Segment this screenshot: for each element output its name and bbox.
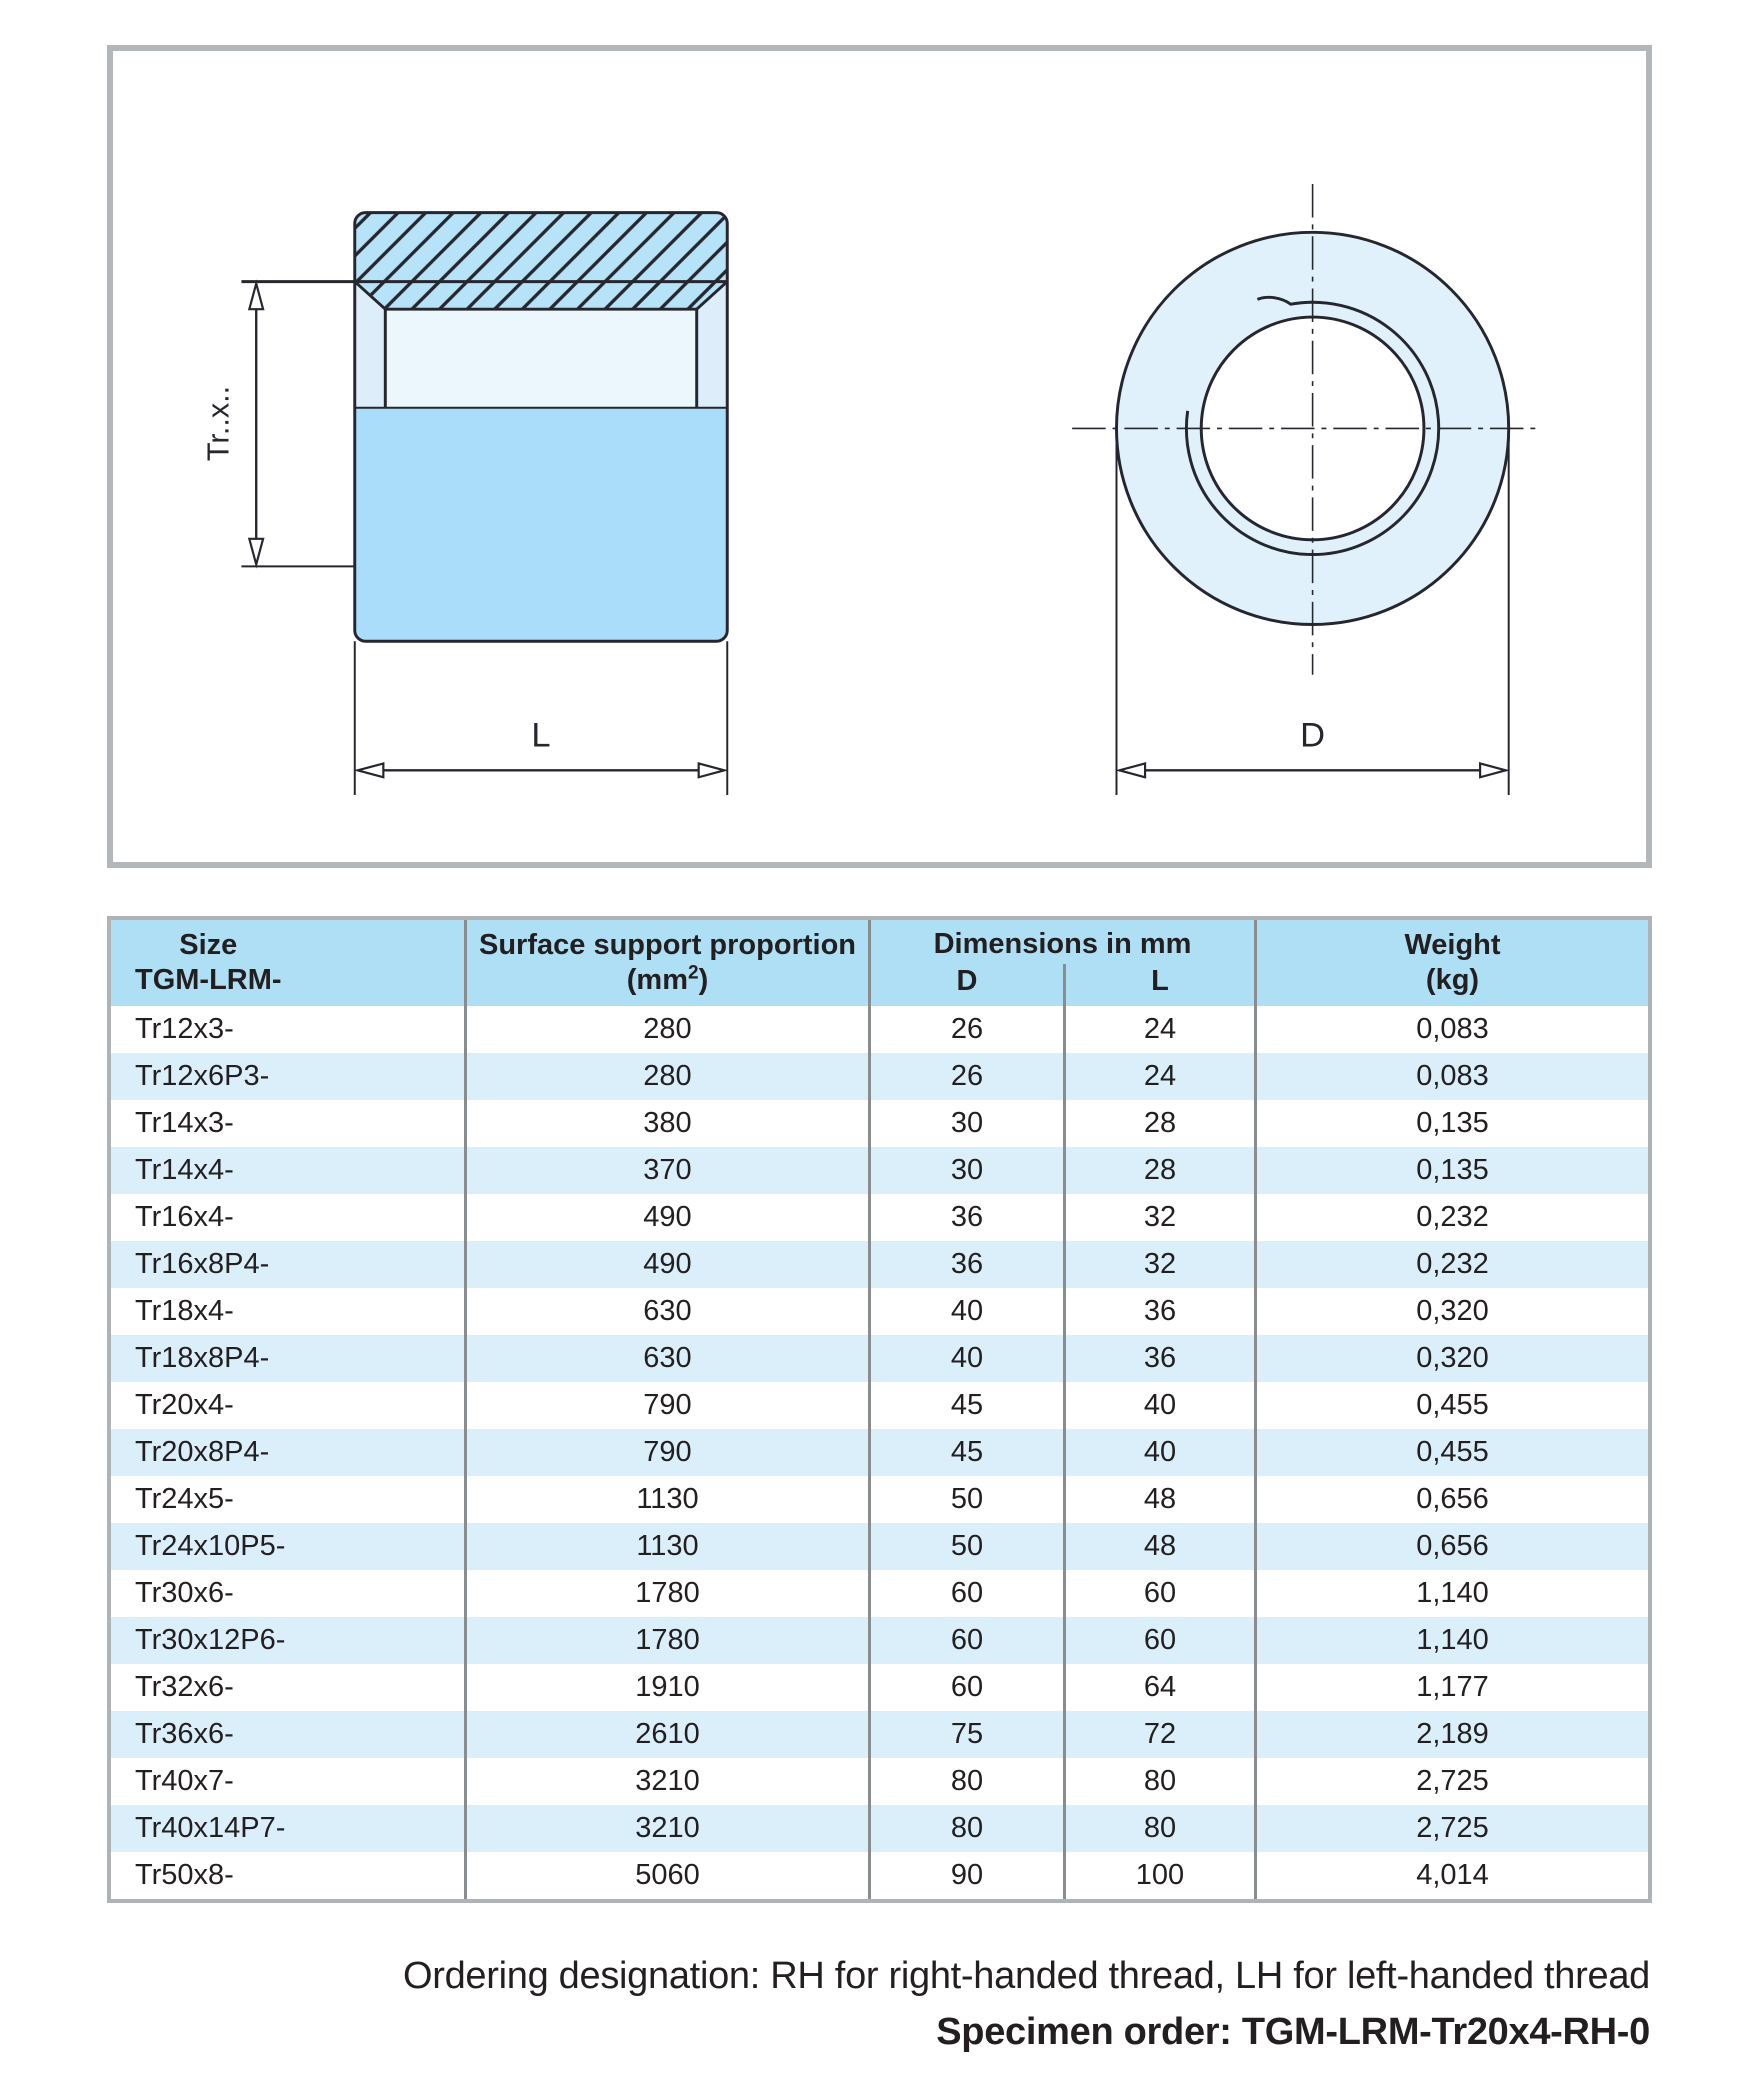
header-surface-unit: $(mm^2)$: [626, 962, 709, 996]
size-cell: Tr12x6P3-: [135, 1060, 270, 1093]
table-body: [111, 1006, 1648, 1899]
surface-cell: 630: [464, 1335, 868, 1382]
size-cell: Tr50x8-: [135, 1859, 234, 1892]
table-row: [111, 1852, 1648, 1899]
table-row: [111, 1429, 1648, 1476]
thread-bore: [385, 309, 696, 408]
l-cell: 36: [1063, 1288, 1254, 1335]
surface-cell: 1780: [464, 1617, 868, 1664]
weight-cell: 0,232: [1254, 1241, 1648, 1288]
header-surface-line1: Surface support proportion: [479, 929, 856, 962]
weight-cell: 1,177: [1254, 1664, 1648, 1711]
side-section-view: [202, 213, 728, 795]
table-row: [111, 1570, 1648, 1617]
size-cell: Tr16x4-: [135, 1201, 234, 1234]
d-cell: 36: [868, 1241, 1063, 1288]
size-cell: Tr20x4-: [135, 1389, 234, 1422]
thread-dimension: [202, 284, 263, 565]
weight-cell: 0,135: [1254, 1100, 1648, 1147]
d-cell: 80: [868, 1758, 1063, 1805]
size-cell: Tr30x12P6-: [135, 1624, 286, 1657]
weight-cell: 0,135: [1254, 1147, 1648, 1194]
header-surface: [464, 920, 868, 1006]
table-row: [111, 1805, 1648, 1852]
size-cell: Tr40x14P7-: [135, 1812, 286, 1845]
d-cell: 30: [868, 1100, 1063, 1147]
l-cell: 24: [1063, 1006, 1254, 1053]
spec-table: [107, 916, 1652, 1903]
l-cell: 24: [1063, 1053, 1254, 1100]
l-cell: 60: [1063, 1617, 1254, 1664]
surface-cell: 380: [464, 1100, 868, 1147]
table-row: [111, 1758, 1648, 1805]
size-cell: Tr18x8P4-: [135, 1342, 270, 1375]
surface-cell: 1130: [464, 1476, 868, 1523]
d-cell: 60: [868, 1617, 1063, 1664]
d-cell: 60: [868, 1664, 1063, 1711]
weight-cell: 0,320: [1254, 1288, 1648, 1335]
weight-cell: 2,725: [1254, 1758, 1648, 1805]
arrow-right-icon: [1480, 763, 1506, 777]
d-cell: 30: [868, 1147, 1063, 1194]
l-cell: 100: [1063, 1852, 1254, 1899]
table-row: [111, 1711, 1648, 1758]
l-cell: 40: [1063, 1382, 1254, 1429]
size-cell: Tr12x3-: [135, 1013, 234, 1046]
l-cell: 64: [1063, 1664, 1254, 1711]
weight-cell: 2,725: [1254, 1805, 1648, 1852]
surface-cell: 3210: [464, 1805, 868, 1852]
ordering-designation-note: Ordering designation: RH for right-handed thread, LH for left-handed thread: [402, 1955, 1650, 1997]
size-cell: Tr24x5-: [135, 1483, 234, 1516]
l-cell: 48: [1063, 1523, 1254, 1570]
weight-cell: 0,232: [1254, 1194, 1648, 1241]
d-cell: 90: [868, 1852, 1063, 1899]
surface-cell: 1910: [464, 1664, 868, 1711]
nut-technical-drawing: [113, 51, 1646, 862]
arrow-down-icon: [249, 539, 263, 565]
size-cell: Tr18x4-: [135, 1295, 234, 1328]
d-cell: 50: [868, 1476, 1063, 1523]
weight-cell: 1,140: [1254, 1570, 1648, 1617]
l-cell: 80: [1063, 1805, 1254, 1852]
front-view: [1072, 184, 1539, 795]
l-cell: 32: [1063, 1241, 1254, 1288]
surface-cell: 790: [464, 1382, 868, 1429]
surface-cell: 2610: [464, 1711, 868, 1758]
l-cell: 60: [1063, 1570, 1254, 1617]
weight-cell: 0,656: [1254, 1523, 1648, 1570]
surface-cell: 280: [464, 1053, 868, 1100]
d-cell: 26: [868, 1006, 1063, 1053]
d-cell: 26: [868, 1053, 1063, 1100]
header-col-l: L: [1063, 964, 1254, 1006]
weight-cell: 0,083: [1254, 1006, 1648, 1053]
section-hatch: [355, 213, 727, 310]
table-row: [111, 1335, 1648, 1382]
table-row: [111, 1006, 1648, 1053]
table-row: [111, 1664, 1648, 1711]
table-row: [111, 1617, 1648, 1664]
arrow-up-icon: [249, 284, 263, 310]
table-row: [111, 1100, 1648, 1147]
size-cell: Tr36x6-: [135, 1718, 234, 1751]
weight-cell: 0,455: [1254, 1429, 1648, 1476]
surface-cell: 1780: [464, 1570, 868, 1617]
header-size-line1: Size: [179, 929, 238, 962]
table-header: [111, 920, 1648, 1006]
l-cell: 80: [1063, 1758, 1254, 1805]
weight-cell: 1,140: [1254, 1617, 1648, 1664]
size-cell: Tr14x4-: [135, 1154, 234, 1187]
surface-cell: 790: [464, 1429, 868, 1476]
l-cell: 28: [1063, 1147, 1254, 1194]
surface-cell: 630: [464, 1288, 868, 1335]
d-cell: 60: [868, 1570, 1063, 1617]
length-label: L: [531, 716, 551, 755]
l-cell: 36: [1063, 1335, 1254, 1382]
surface-cell: 490: [464, 1241, 868, 1288]
ordering-notes: [403, 1948, 1650, 2060]
weight-cell: 4,014: [1254, 1852, 1648, 1899]
weight-cell: 0,320: [1254, 1335, 1648, 1382]
table-row: [111, 1382, 1648, 1429]
diameter-label: D: [1300, 716, 1326, 755]
thread-size-label: Tr..x..: [201, 385, 236, 462]
header-size-line2: TGM-LRM-: [135, 964, 282, 996]
drawing-panel: [107, 45, 1652, 868]
header-dimensions: Dimensions in mm: [868, 920, 1254, 964]
table-row: [111, 1053, 1648, 1100]
size-cell: Tr40x7-: [135, 1765, 234, 1798]
d-cell: 36: [868, 1194, 1063, 1241]
surface-cell: 490: [464, 1194, 868, 1241]
weight-cell: 2,189: [1254, 1711, 1648, 1758]
header-weight-line1: Weight: [1404, 929, 1501, 962]
header-weight-line2: (kg): [1425, 964, 1480, 996]
arrow-left-icon: [358, 763, 384, 777]
surface-cell: 5060: [464, 1852, 868, 1899]
size-cell: Tr32x6-: [135, 1671, 234, 1704]
table-row: [111, 1288, 1648, 1335]
surface-cell: 280: [464, 1006, 868, 1053]
l-cell: 40: [1063, 1429, 1254, 1476]
weight-cell: 0,656: [1254, 1476, 1648, 1523]
l-cell: 32: [1063, 1194, 1254, 1241]
d-cell: 40: [868, 1288, 1063, 1335]
specimen-order-note: Specimen order: TGM-LRM-Tr20x4-RH-0: [936, 2011, 1650, 2053]
size-cell: Tr20x8P4-: [135, 1436, 270, 1469]
size-cell: Tr24x10P5-: [135, 1530, 286, 1563]
surface-cell: 1130: [464, 1523, 868, 1570]
size-cell: Tr30x6-: [135, 1577, 234, 1610]
surface-cell: 370: [464, 1147, 868, 1194]
l-cell: 48: [1063, 1476, 1254, 1523]
d-cell: 80: [868, 1805, 1063, 1852]
size-cell: Tr16x8P4-: [135, 1248, 270, 1281]
d-cell: 75: [868, 1711, 1063, 1758]
arrow-left-icon: [1119, 763, 1145, 777]
weight-cell: 0,455: [1254, 1382, 1648, 1429]
table-row: [111, 1241, 1648, 1288]
header-size: [111, 920, 464, 1006]
l-cell: 28: [1063, 1100, 1254, 1147]
d-cell: 45: [868, 1382, 1063, 1429]
d-cell: 50: [868, 1523, 1063, 1570]
header-col-d: D: [868, 964, 1063, 1006]
weight-cell: 0,083: [1254, 1053, 1648, 1100]
d-cell: 40: [868, 1335, 1063, 1382]
length-dimension: [355, 641, 727, 795]
table-row: [111, 1194, 1648, 1241]
nut-lower-body: [355, 408, 727, 642]
table-row: [111, 1147, 1648, 1194]
l-cell: 72: [1063, 1711, 1254, 1758]
arrow-right-icon: [699, 763, 725, 777]
table-row: [111, 1476, 1648, 1523]
size-cell: Tr14x3-: [135, 1107, 234, 1140]
surface-cell: 3210: [464, 1758, 868, 1805]
table-row: [111, 1523, 1648, 1570]
header-weight: [1254, 920, 1648, 1006]
d-cell: 45: [868, 1429, 1063, 1476]
